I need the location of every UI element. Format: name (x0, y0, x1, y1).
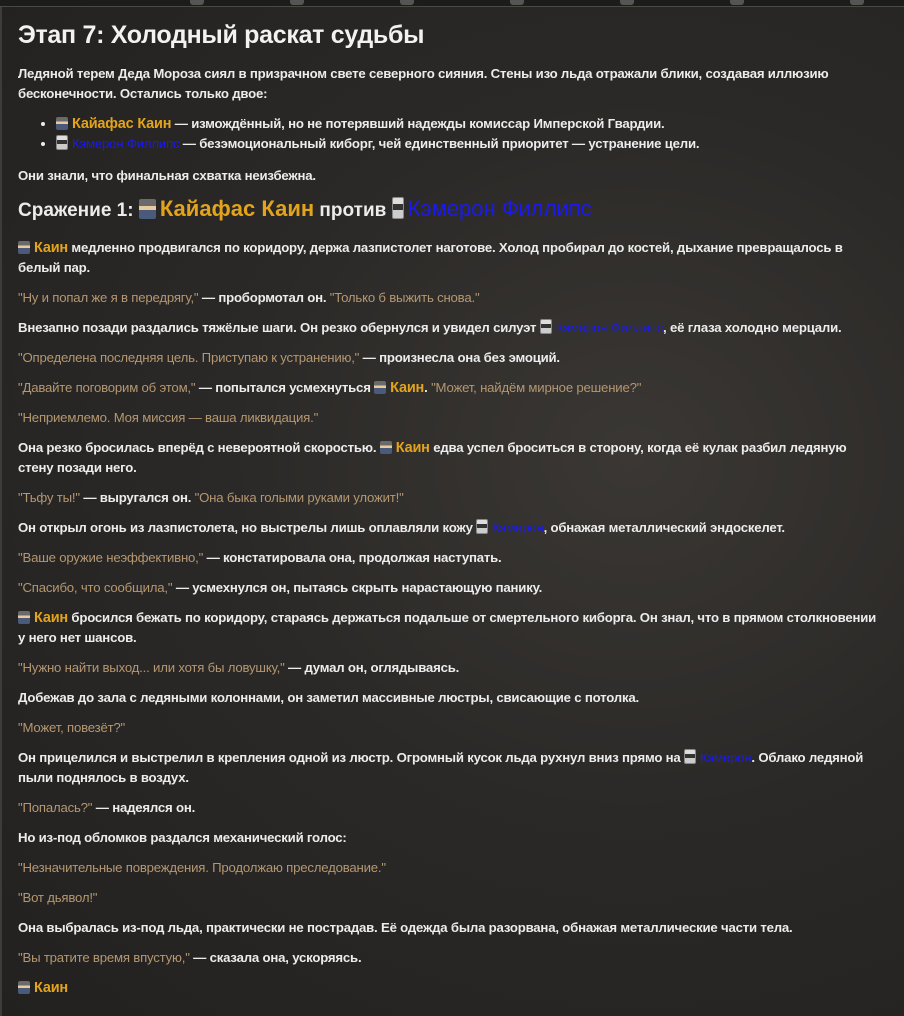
narration-text: — думал он, оглядываясь. (284, 660, 460, 675)
kain-name: Каин (34, 610, 68, 626)
story-paragraph (18, 978, 878, 998)
character-item (56, 134, 888, 154)
story-paragraph (18, 688, 878, 708)
kain-name: Каин (34, 980, 68, 996)
robot-icon (540, 319, 552, 334)
character-list (18, 114, 888, 154)
dialogue-quote: "Может, найдём мирное решение?" (431, 380, 642, 395)
robot-icon (392, 197, 404, 219)
intro-text: Ледяной терем Деда Мороза сиял в призрачном свете северного сияния. Стены изо льда отражали блики, создавая иллюзию бесконечности. Остались только двое: (18, 66, 829, 101)
dialogue-quote: "Незначительные повреждения. Продолжаю преследование." (18, 860, 386, 875)
detective-icon (380, 441, 392, 454)
story-paragraph (18, 488, 878, 508)
story-paragraph (18, 718, 878, 738)
dialogue-quote: "Она быка голыми руками уложит!" (194, 490, 404, 505)
story-paragraph (18, 518, 878, 538)
dialogue-quote: "Вот дьявол!" (18, 890, 98, 905)
character-desc: — измождённый, но не потерявший надежды комиссар Имперской Гвардии. (171, 116, 665, 131)
narration-text: , её глаза холодно мерцали. (663, 320, 842, 335)
story-paragraph (18, 288, 878, 308)
story-content (0, 7, 904, 1016)
narration-text: Но из-под обломков раздался механический голос: (18, 830, 347, 845)
narration-text: Он открыл огонь из лазпистолета, но выстрелы лишь оплавляли кожу (18, 520, 477, 535)
narration-text: Она резко бросилась вперёд с невероятной скоростью. (18, 440, 380, 455)
detective-icon (56, 117, 68, 130)
story-paragraph (18, 828, 878, 848)
detective-icon (18, 241, 30, 254)
dialogue-quote: "Попалась?" (18, 800, 93, 815)
narration-text: едва успел броситься в сторону, когда её кулак разбил ледяную стену позади него. (18, 440, 847, 475)
narration-text: . (424, 380, 432, 395)
story-paragraph (18, 578, 878, 598)
dialogue-quote: "Вы тратите время впустую," (18, 950, 190, 965)
dialogue-quote: "Давайте поговорим об этом," (18, 380, 196, 395)
narration-text: бросился бежать по коридору, стараясь держаться подальше от смертельного киборга. Он знал, что в прямом столкновении у него нет шансов. (18, 610, 877, 645)
robot-icon (56, 135, 68, 150)
outro-text: Они знали, что финальная схватка неизбежна. (18, 168, 316, 183)
story-paragraph (18, 438, 878, 478)
dialogue-quote: "Может, повезёт?" (18, 720, 126, 735)
kain-name: Каин (395, 440, 430, 456)
narration-text: . Облако ледяной пыли поднялось в воздух. (18, 750, 864, 785)
narration-text: Внезапно позади раздались тяжёлые шаги. Он резко обернулся и увидел силуэт (18, 320, 540, 335)
story-paragraph (18, 888, 878, 908)
story-paragraph (18, 548, 878, 568)
dialogue-quote: "Неприемлемо. Моя миссия — ваша ликвидация." (18, 410, 319, 425)
narration-text: — усмехнулся он, пытаясь скрыть нарастающую панику. (172, 580, 543, 595)
story-paragraph (18, 658, 878, 678)
narration-text: — пробормотал он. (198, 290, 330, 305)
versus-label: против (319, 200, 387, 221)
story-paragraph (18, 948, 878, 968)
cameron-name: Кэмерон (492, 520, 544, 535)
narration-text: Добежав до зала с ледяными колоннами, он заметил массивные люстры, свисающие с потолка. (18, 690, 639, 705)
kain-name: Каин (34, 240, 68, 256)
character-item (56, 114, 888, 134)
narration-text: Она выбралась из-под льда, практически не пострадав. Её одежда была разорвана, обнажая металлические части тела. (18, 920, 793, 935)
robot-icon (476, 519, 488, 534)
detective-icon (18, 981, 30, 994)
detective-icon (374, 381, 386, 394)
kain-name: Каин (390, 380, 425, 396)
narration-text: — надеялся он. (92, 800, 196, 815)
detective-icon (139, 199, 156, 219)
story-paragraph (18, 858, 878, 878)
battle-heading (18, 196, 888, 222)
battle-prefix: Сражение 1: (18, 200, 134, 221)
story-paragraph (18, 318, 878, 338)
dialogue-quote: "Только б выжить снова." (329, 290, 480, 305)
story-paragraph (18, 348, 878, 368)
story-paragraph (18, 918, 878, 938)
story-paragraph (18, 408, 878, 428)
narration-text: Он прицелился и выстрелил в крепления одной из люстр. Огромный кусок льда рухнул вниз прямо на (18, 750, 685, 765)
character-desc: — безэмоциональный киборг, чей единственный приоритет — устранение цели. (179, 136, 700, 151)
character-name: Кэмерон Филлипс (72, 136, 180, 151)
page-title: Этап 7: Холодный раскат судьбы (18, 21, 425, 49)
fighter-1: Кайафас Каин (159, 196, 315, 221)
dialogue-quote: "Ну и попал же я в передрягу," (18, 290, 199, 305)
narration-text: — произнесла она без эмоций. (359, 350, 560, 365)
character-name: Кайафас Каин (72, 116, 172, 132)
narration-text: — сказала она, ускоряясь. (189, 950, 362, 965)
story-paragraph (18, 798, 878, 818)
cameron-name: Кэмерон (700, 750, 752, 765)
cameron-name: Кэмерон Филлипс (555, 320, 664, 335)
robot-icon (684, 749, 696, 764)
dialogue-quote: "Определена последняя цель. Приступаю к устранению," (18, 350, 360, 365)
dialogue-quote: "Нужно найти выход... или хотя бы ловушку," (18, 660, 285, 675)
top-toolbar (0, 0, 904, 7)
fighter-2: Кэмерон Филлипс (407, 196, 592, 221)
story-paragraph (18, 238, 878, 278)
narration-text: — попытался усмехнуться (195, 380, 375, 395)
narration-text: медленно продвигался по коридору, держа лазпистолет наготове. Холод пробирал до костей, дыхание превращалось в белый пар. (18, 240, 843, 275)
narration-text: — выругался он. (79, 490, 195, 505)
dialogue-quote: "Ваше оружие неэффективно," (18, 550, 204, 565)
story-paragraph (18, 608, 878, 648)
dialogue-quote: "Спасибо, что сообщила," (18, 580, 173, 595)
story-paragraph (18, 378, 878, 398)
detective-icon (18, 611, 30, 624)
narration-text: — констатировала она, продолжая наступать. (203, 550, 502, 565)
narration-text: , обнажая металлический эндоскелет. (543, 520, 785, 535)
battle-narrative (18, 238, 888, 998)
story-paragraph (18, 748, 878, 788)
dialogue-quote: "Тьфу ты!" (18, 490, 80, 505)
